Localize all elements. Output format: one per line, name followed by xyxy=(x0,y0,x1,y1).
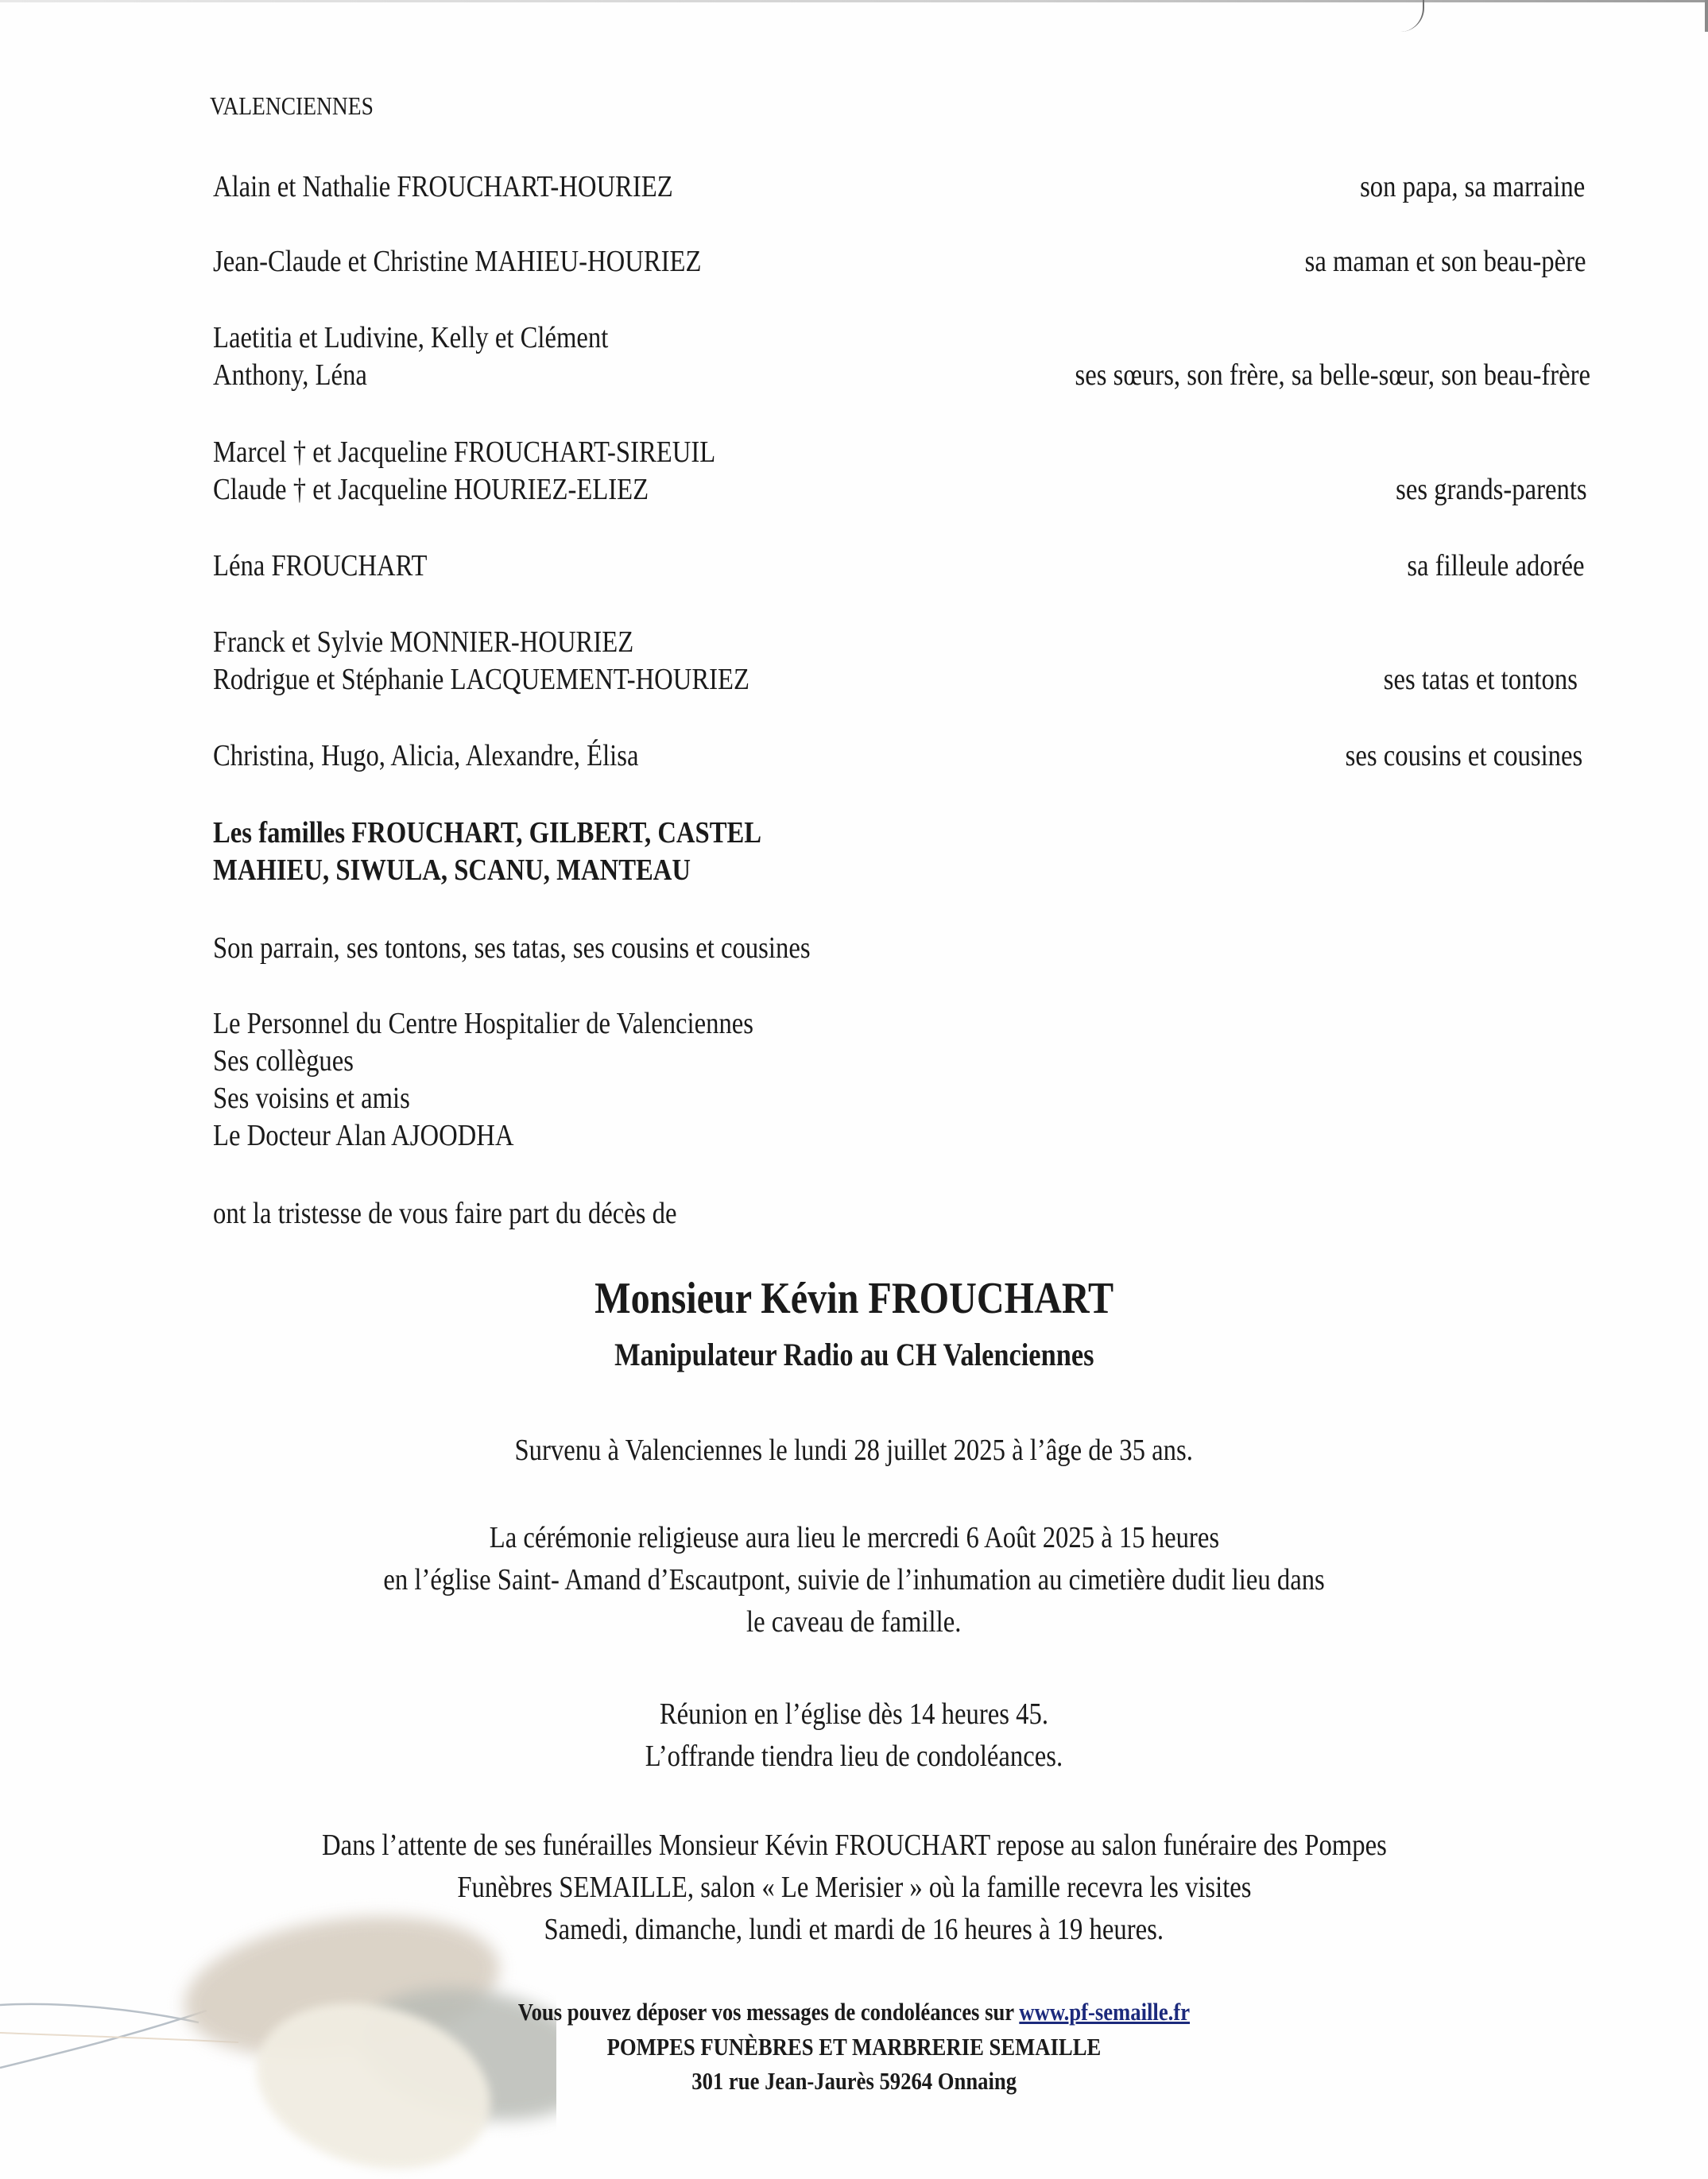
condolences-link[interactable]: www.pf-semaille.fr xyxy=(1019,1998,1191,2026)
family-relation: ses cousins et cousines xyxy=(1345,739,1582,772)
deceased-occupation xyxy=(0,1335,1708,1375)
announcement-intro: ont la tristesse de vous faire part du décès de xyxy=(213,1197,677,1230)
family-name-line: Jean-Claude et Christine MAHIEU-HOURIEZ xyxy=(213,245,702,278)
family-name-line: Anthony, Léna xyxy=(213,358,367,392)
condolences-line xyxy=(0,1996,1708,2028)
deceased-occupation-text: Manipulateur Radio au CH Valenciennes xyxy=(614,1337,1094,1372)
company-address xyxy=(0,2065,1708,2097)
visitation-text: Funèbres SEMAILLE, salon « Le Merisier » où la famille recevra les visites xyxy=(456,1871,1252,1904)
company-name-text: POMPES FUNÈBRES ET MARBRERIE SEMAILLE xyxy=(606,2033,1102,2061)
visitation-text: Dans l’attente de ses funérailles Monsieur Kévin FROUCHART repose au salon funéraire des Pompes xyxy=(321,1829,1387,1862)
family-name-line: Alain et Nathalie FROUCHART-HOURIEZ xyxy=(213,170,673,203)
extended-family: Son parrain, ses tontons, ses tatas, ses cousins et cousines xyxy=(213,931,811,965)
other-mourner: Ses voisins et amis xyxy=(213,1082,410,1115)
death-info-text: Survenu à Valenciennes le lundi 28 juillet 2025 à l’âge de 35 ans. xyxy=(514,1434,1194,1467)
ceremony-line xyxy=(0,1560,1708,1600)
death-info xyxy=(0,1430,1708,1470)
family-name-line: Christina, Hugo, Alicia, Alexandre, Élisa xyxy=(213,739,639,772)
family-name-line: Laetitia et Ludivine, Kelly et Clément xyxy=(213,321,609,354)
gathering-text: L’offrande tiendra lieu de condoléances. xyxy=(645,1740,1063,1773)
visitation-line xyxy=(0,1825,1708,1865)
family-relation: ses grands-parents xyxy=(1396,473,1587,506)
company-address-text: 301 rue Jean-Jaurès 59264 Onnaing xyxy=(691,2067,1017,2095)
gathering-line xyxy=(0,1694,1708,1734)
ceremony-text: le caveau de famille. xyxy=(746,1605,962,1639)
family-relation: sa maman et son beau-père xyxy=(1304,245,1586,278)
family-name-line: Rodrigue et Stéphanie LACQUEMENT-HOURIEZ xyxy=(213,663,749,696)
ceremony-line xyxy=(0,1602,1708,1642)
other-mourner: Le Personnel du Centre Hospitalier de Valenciennes xyxy=(213,1007,754,1040)
gathering-text: Réunion en l’église dès 14 heures 45. xyxy=(659,1697,1049,1731)
deceased-name-text: Monsieur Kévin FROUCHART xyxy=(595,1274,1113,1323)
ceremony-text: La cérémonie religieuse aura lieu le mercredi 6 Août 2025 à 15 heures xyxy=(489,1521,1219,1554)
family-relation: sa filleule adorée xyxy=(1407,549,1585,582)
ceremony-text: en l’église Saint- Amand d’Escautpont, suivie de l’inhumation au cimetière dudit lieu dans xyxy=(383,1563,1325,1597)
gathering-line xyxy=(0,1736,1708,1776)
scan-edge xyxy=(1705,0,1708,32)
company-name xyxy=(0,2031,1708,2063)
other-mourner: Ses collègues xyxy=(213,1044,354,1078)
family-name-line: Léna FROUCHART xyxy=(213,549,428,582)
other-mourner: Le Docteur Alan AJOODHA xyxy=(213,1119,514,1152)
family-relation: ses tatas et tontons xyxy=(1383,663,1578,696)
family-name-line: Franck et Sylvie MONNIER-HOURIEZ xyxy=(213,625,634,659)
ceremony-line xyxy=(0,1518,1708,1558)
city-header: VALENCIENNES xyxy=(210,91,374,120)
family-relation: ses sœurs, son frère, sa belle-sœur, son beau-frère xyxy=(1075,358,1590,392)
condolences-wrapper xyxy=(518,1996,1190,2028)
families-line: MAHIEU, SIWULA, SCANU, MANTEAU xyxy=(213,853,691,887)
families-line: Les familles FROUCHART, GILBERT, CASTEL xyxy=(213,816,762,850)
deceased-name xyxy=(0,1273,1708,1324)
scan-artifact xyxy=(1399,0,1424,32)
visitation-text: Samedi, dimanche, lundi et mardi de 16 heures à 19 heures. xyxy=(544,1913,1164,1946)
family-relation: son papa, sa marraine xyxy=(1359,170,1585,203)
condolences-text: Vous pouvez déposer vos messages de condoléances sur xyxy=(517,1998,1020,2026)
scan-edge xyxy=(0,0,1708,2)
family-name-line: Claude † et Jacqueline HOURIEZ-ELIEZ xyxy=(213,473,649,506)
family-name-line: Marcel † et Jacqueline FROUCHART-SIREUIL xyxy=(213,435,716,469)
